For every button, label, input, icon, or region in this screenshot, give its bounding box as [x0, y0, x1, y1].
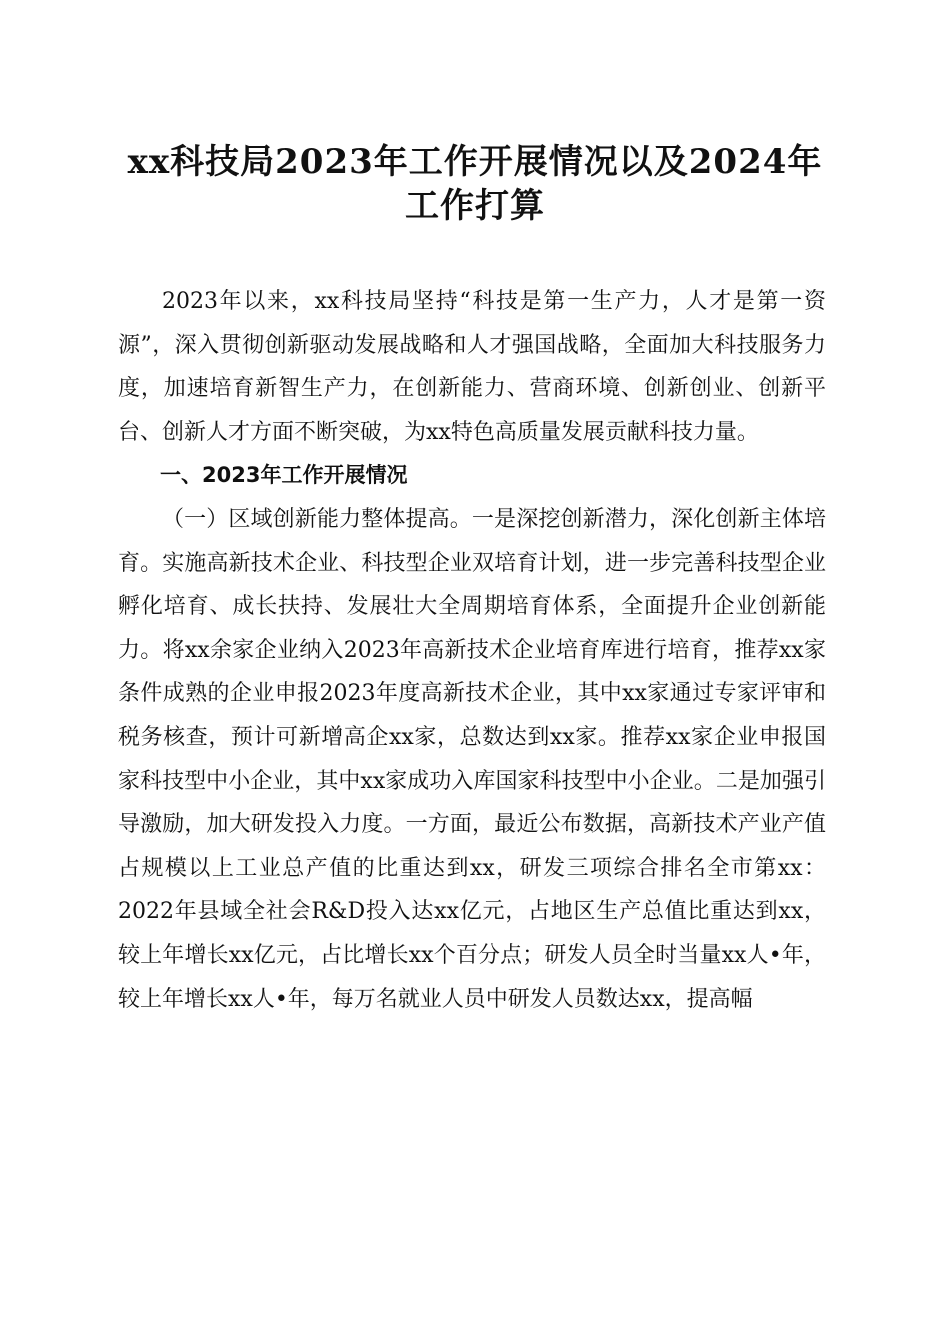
section-paragraph: （一）区域创新能力整体提高。一是深挖创新潜力，深化创新主体培育。实施高新技术企业、科技型企业双培育计划，进一步完善科技型企业孵化培育、成长扶持、发展壮大全周期培育体系，全面提升企业创新能力。将xx余家企业纳入2023年高新技术企业培育库进行培育，推荐xx家条件成熟的企业申报2023年度高新技术企业，其中xx家通过专家评审和税务核查，预计可新增高企xx家，总数达到xx家。推荐xx家企业申报国家科技型中小企业，其中xx家成功入库国家科技型中小企业。二是加强引导激励，加大研发投入力度。一方面，最近公布数据，高新技术产业产值占规模以上工业总产值的比重达到xx，研发三项综合排名全市第xx：2022年县域全社会R&D投入达xx亿元，占地区生产总值比重达到xx，较上年增长xx亿元，占比增长xx个百分点；研发人员全时当量xx人•年，较上年增长xx人•年，每万名就业人员中研发人员数达xx，提高幅 [118, 506, 826, 1012]
intro-paragraph: 2023年以来，xx科技局坚持“科技是第一生产力，人才是第一资源”，深入贯彻创新驱动发展战略和人才强国战略，全面加大科技服务力度，加速培育新智生产力，在创新能力、营商环境、创新创业、创新平台、创新人才方面不断突破，为xx特色高质量发展贡献科技力量。 [118, 289, 826, 445]
document-body [118, 280, 826, 1021]
document-title: xx科技局2023年工作开展情况以及2024年工作打算 [127, 142, 823, 226]
section-heading: 一、2023年工作开展情况 [160, 463, 408, 488]
